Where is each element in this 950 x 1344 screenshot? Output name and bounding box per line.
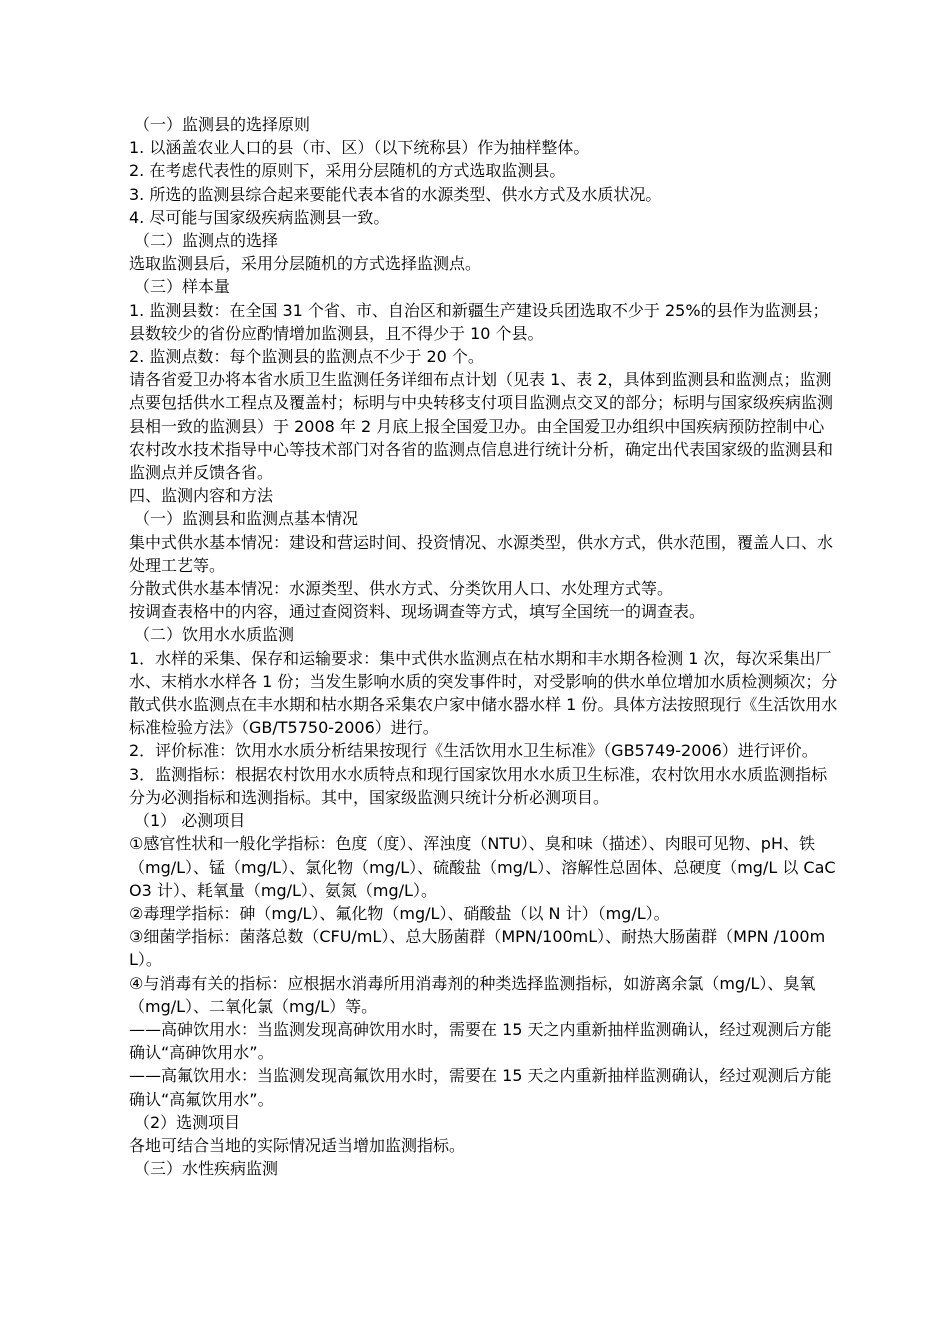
paragraph: （二）饮用水水质监测 (134, 625, 295, 645)
paragraph: （三）水性疾病监测 (134, 1159, 279, 1179)
paragraph: ③细菌学指标：菌落总数（CFU/mL）、总大肠菌群（MPN/100mL）、耐热大肠菌群（MPN /100mL）。 (129, 927, 826, 970)
paragraph: 1．水样的采集、保存和运输要求：集中式供水监测点在枯水期和丰水期各检测 1 次，每次采集出厂水、末梢水水样各 1 份；当发生影响水质的突发事件时，对受影响的供水单位增加水质检测频次；分散式供水监测点在丰水期和枯水期各采集农户家中储水器水样 1 份。具体方法按照现行《生活饮用水标准检验方法》（GB/T5750-2006）进行。 (129, 648, 838, 738)
document-body (126, 113, 838, 1180)
paragraph: 1. 以涵盖农业人口的县（市、区）（以下统称县）作为抽样整体。 (129, 138, 590, 158)
paragraph: ④与消毒有关的指标：应根据水消毒所用消毒剂的种类选择监测指标，如游离余氯（mg/L）、臭氧（mg/L）、二氧化氯（mg/L）等。 (129, 973, 816, 1016)
paragraph: ——高氟饮用水：当监测发现高氟饮用水时，需要在 15 天之内重新抽样监测确认，经过观测后方能确认“高氟饮用水”。 (129, 1066, 832, 1109)
paragraph: 2．评价标准：饮用水水质分析结果按现行《生活饮用水卫生标准》（GB5749-2006）进行评价。 (129, 741, 818, 761)
paragraph: 3．监测指标：根据农村饮用水水质特点和现行国家饮用水水质卫生标准，农村饮用水水质监测指标分为必测指标和选测指标。其中，国家级监测只统计分析必测项目。 (129, 764, 828, 807)
paragraph: （二）监测点的选择 (134, 231, 279, 251)
paragraph: 分散式供水基本情况：水源类型、供水方式、分类饮用人口、水处理方式等。 (129, 579, 674, 599)
paragraph: ——高砷饮用水：当监测发现高砷饮用水时，需要在 15 天之内重新抽样监测确认，经过观测后方能确认“高砷饮用水”。 (129, 1019, 832, 1063)
paragraph: （2）选测项目 (134, 1112, 241, 1132)
paragraph: 2. 在考虑代表性的原则下，采用分层随机的方式选取监测县。 (129, 161, 566, 181)
paragraph: （1） 必测项目 (134, 811, 246, 831)
paragraph: 四、监测内容和方法 (129, 486, 274, 506)
paragraph: 3. 所选的监测县综合起来要能代表本省的水源类型、供水方式及水质状况。 (129, 184, 662, 204)
paragraph: 各地可结合当地的实际情况适当增加监测指标。 (129, 1135, 466, 1155)
paragraph: ②毒理学指标：砷（mg/L）、氟化物（mg/L）、硝酸盐（以 N 计）（mg/L）。 (129, 903, 670, 923)
paragraph: （一）监测县和监测点基本情况 (134, 509, 359, 529)
paragraph: 1. 监测县数：在全国 31 个省、市、自治区和新疆生产建设兵团选取不少于 25%的县作为监测县；县数较少的省份应酌情增加监测县，且不得少于 10 个县。 (129, 300, 829, 343)
paragraph: 4. 尽可能与国家级疾病监测县一致。 (129, 207, 390, 227)
paragraph: （三）样本量 (134, 277, 231, 297)
paragraph: 选取监测县后，采用分层随机的方式选择监测点。 (129, 254, 482, 274)
paragraph: （一）监测县的选择原则 (134, 115, 311, 134)
paragraph: 请各省爱卫办将本省水质卫生监测任务详细布点计划（见表 1、表 2，具体到监测县和监测点；监测点要包括供水工程点及覆盖村；标明与中央转移支付项目监测点交叉的部分；标明与国家级疾病监测县相一致的监测县）于 2008 年 2 月底上报全国爱卫办。由全国爱卫办组织中国疾病预防控制中心农村改水技术指导中心等技术部门对各省的监测点信息进行统计分析，确定出代表国家级的监测县和监测点并反馈各省。 (129, 370, 834, 483)
paragraph: 2. 监测点数：每个监测县的监测点不少于 20 个。 (129, 347, 484, 367)
paragraph: 集中式供水基本情况：建设和营运时间、投资情况、水源类型，供水方式，供水范围，覆盖人口、水处理工艺等。 (129, 532, 834, 575)
paragraph: 按调查表格中的内容，通过查阅资料、现场调查等方式，填写全国统一的调查表。 (129, 602, 706, 622)
paragraph: ①感官性状和一般化学指标：色度（度）、浑浊度（NTU）、臭和味（描述）、肉眼可见物、pH、铁（mg/L）、锰（mg/L）、氯化物（mg/L）、硫酸盐（mg/L）、溶解性总固体、总硬度（mg/L 以 CaCO3 计）、耗氧量（mg/L）、氨氮（mg/L）。 (129, 834, 836, 900)
